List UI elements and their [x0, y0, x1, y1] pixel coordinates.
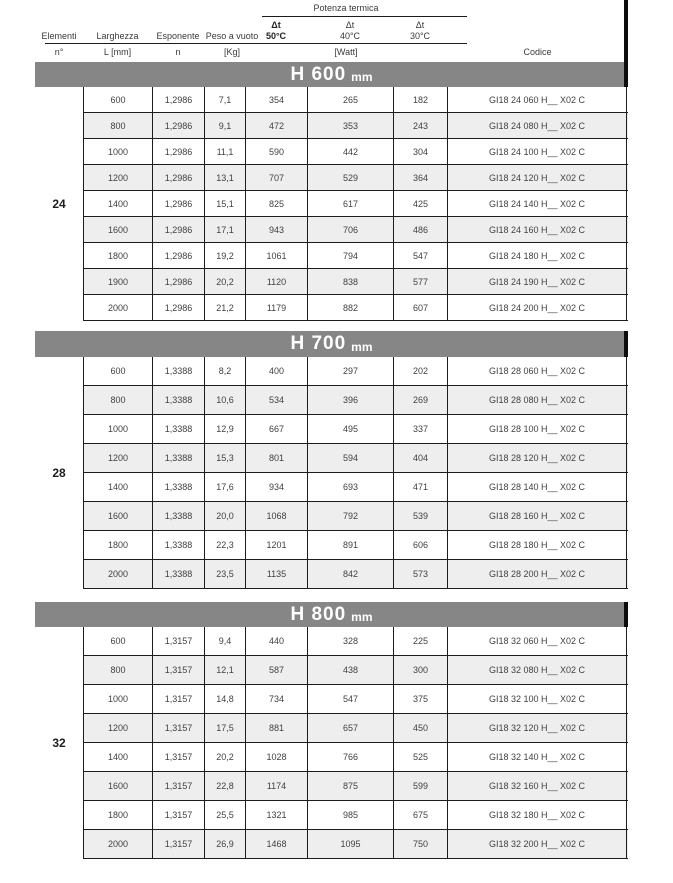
row-cells [83, 502, 628, 531]
cell-larghezza: 1800 [83, 243, 152, 268]
cell-watt-50: 881 [245, 714, 307, 742]
row-cells [83, 656, 628, 685]
elementi-spacer [35, 685, 83, 714]
elementi-spacer [35, 772, 83, 801]
cell-codice: GI18 24 060 H__ X02 C [447, 87, 627, 112]
cell-codice: GI18 28 100 H__ X02 C [447, 415, 627, 443]
cell-codice: GI18 32 200 H__ X02 C [447, 830, 627, 858]
cell-larghezza: 1800 [83, 801, 152, 829]
table-row [35, 386, 628, 415]
cell-larghezza: 2000 [83, 830, 152, 858]
cell-larghezza: 1000 [83, 685, 152, 713]
row-cells [83, 560, 628, 589]
cell-watt-30: 525 [393, 743, 447, 771]
cell-watt-50: 534 [245, 386, 307, 414]
cell-watt-30: 486 [393, 217, 447, 242]
table-row [35, 627, 628, 656]
cell-watt-30: 375 [393, 685, 447, 713]
cell-peso: 26,9 [204, 830, 245, 858]
elementi-spacer [35, 531, 83, 560]
section-rows-h800 [35, 627, 628, 859]
section-title-unit: mm [351, 610, 373, 624]
table-row [35, 560, 628, 589]
cell-esponente: 1,2986 [152, 243, 204, 268]
elementi-count: 32 [52, 736, 66, 750]
cell-watt-40: 396 [307, 386, 393, 414]
cell-codice: GI18 24 190 H__ X02 C [447, 269, 627, 294]
row-cells [83, 243, 628, 269]
cell-peso: 7,1 [204, 87, 245, 112]
cell-watt-30: 547 [393, 243, 447, 268]
cell-watt-50: 1068 [245, 502, 307, 530]
cell-larghezza: 1000 [83, 139, 152, 164]
elementi-spacer [35, 801, 83, 830]
section-title: H 600 [290, 63, 347, 85]
elementi-spacer [35, 415, 83, 444]
cell-peso: 9,1 [204, 113, 245, 138]
cell-codice: GI18 28 140 H__ X02 C [447, 473, 627, 501]
row-cells [83, 87, 628, 113]
cell-peso: 14,8 [204, 685, 245, 713]
cell-watt-50: 801 [245, 444, 307, 472]
cell-esponente: 1,3388 [152, 357, 204, 385]
row-cells [83, 191, 628, 217]
cell-larghezza: 800 [83, 386, 152, 414]
cell-codice: GI18 24 100 H__ X02 C [447, 139, 627, 164]
cell-watt-50: 440 [245, 627, 307, 655]
cell-peso: 9,4 [204, 627, 245, 655]
cell-watt-30: 225 [393, 627, 447, 655]
cell-watt-30: 425 [393, 191, 447, 216]
cell-watt-30: 607 [393, 295, 447, 320]
cell-watt-50: 472 [245, 113, 307, 138]
cell-watt-50: 1174 [245, 772, 307, 800]
cell-watt-40: 792 [307, 502, 393, 530]
cell-watt-50: 1135 [245, 560, 307, 588]
dt40-symbol: Δt [345, 20, 355, 30]
cell-esponente: 1,2986 [152, 113, 204, 138]
row-cells [83, 386, 628, 415]
cell-esponente: 1,3388 [152, 415, 204, 443]
elementi-spacer [35, 830, 83, 859]
cell-watt-40: 766 [307, 743, 393, 771]
cell-codice: GI18 24 140 H__ X02 C [447, 191, 627, 216]
cell-larghezza: 1600 [83, 217, 152, 242]
elementi-spacer [35, 502, 83, 531]
cell-codice: GI18 24 080 H__ X02 C [447, 113, 627, 138]
row-cells [83, 627, 628, 656]
cell-watt-30: 471 [393, 473, 447, 501]
cell-watt-50: 1061 [245, 243, 307, 268]
row-cells [83, 217, 628, 243]
cell-watt-50: 400 [245, 357, 307, 385]
elementi-spacer [35, 113, 83, 139]
table-row [35, 743, 628, 772]
elementi-spacer [35, 139, 83, 165]
header-dt40 [307, 20, 393, 42]
cell-codice: GI18 32 100 H__ X02 C [447, 685, 627, 713]
cell-codice: GI18 32 180 H__ X02 C [447, 801, 627, 829]
dt50-symbol: Δt [271, 20, 281, 30]
cell-peso: 25,5 [204, 801, 245, 829]
table-row [35, 772, 628, 801]
table-row [35, 502, 628, 531]
cell-watt-50: 587 [245, 656, 307, 684]
cell-watt-30: 304 [393, 139, 447, 164]
cell-codice: GI18 24 160 H__ X02 C [447, 217, 627, 242]
cell-codice: GI18 32 160 H__ X02 C [447, 772, 627, 800]
cell-peso: 17,6 [204, 473, 245, 501]
cell-larghezza: 1800 [83, 531, 152, 559]
cell-peso: 13,1 [204, 165, 245, 190]
header-elementi: Elementi [41, 31, 77, 41]
section-band-h600 [35, 62, 628, 87]
cell-esponente: 1,2986 [152, 139, 204, 164]
section-rows-h700 [35, 357, 628, 589]
cell-watt-40: 891 [307, 531, 393, 559]
cell-watt-40: 529 [307, 165, 393, 190]
cell-esponente: 1,3157 [152, 830, 204, 858]
cell-watt-40: 617 [307, 191, 393, 216]
cell-esponente: 1,3157 [152, 714, 204, 742]
row-cells [83, 113, 628, 139]
cell-esponente: 1,3157 [152, 772, 204, 800]
cell-codice: GI18 28 160 H__ X02 C [447, 502, 627, 530]
elementi-spacer [35, 386, 83, 415]
cell-esponente: 1,3157 [152, 743, 204, 771]
header-potenza-termica: Potenza termica [313, 3, 379, 13]
cell-peso: 23,5 [204, 560, 245, 588]
cell-watt-40: 328 [307, 627, 393, 655]
cell-larghezza: 800 [83, 113, 152, 138]
cell-watt-30: 364 [393, 165, 447, 190]
cell-watt-40: 1095 [307, 830, 393, 858]
header-watt-unit: [Watt] [334, 47, 358, 57]
cell-esponente: 1,2986 [152, 217, 204, 242]
cell-esponente: 1,3388 [152, 502, 204, 530]
cell-larghezza: 800 [83, 656, 152, 684]
cell-codice: GI18 32 080 H__ X02 C [447, 656, 627, 684]
section-h600 [0, 62, 673, 321]
cell-watt-40: 838 [307, 269, 393, 294]
dt40-temp: 40°C [339, 31, 361, 41]
cell-esponente: 1,3157 [152, 627, 204, 655]
cell-watt-50: 707 [245, 165, 307, 190]
cell-larghezza: 1900 [83, 269, 152, 294]
cell-watt-50: 1201 [245, 531, 307, 559]
cell-codice: GI18 24 120 H__ X02 C [447, 165, 627, 190]
elementi-spacer [35, 217, 83, 243]
cell-codice: GI18 28 180 H__ X02 C [447, 531, 627, 559]
table-row [35, 656, 628, 685]
header-peso-unit: [Kg] [223, 47, 240, 57]
cell-watt-40: 882 [307, 295, 393, 320]
header-esponente: Esponente [156, 31, 200, 41]
cell-watt-40: 495 [307, 415, 393, 443]
cell-peso: 12,9 [204, 415, 245, 443]
elementi-spacer [35, 295, 83, 321]
cell-larghezza: 2000 [83, 560, 152, 588]
cell-larghezza: 1400 [83, 473, 152, 501]
cell-watt-40: 297 [307, 357, 393, 385]
dt30-temp: 30°C [409, 31, 431, 41]
cell-watt-40: 706 [307, 217, 393, 242]
table-row [35, 473, 628, 502]
table-row [35, 243, 628, 269]
table-row [35, 830, 628, 859]
cell-peso: 20,0 [204, 502, 245, 530]
cell-peso: 19,2 [204, 243, 245, 268]
cell-watt-50: 825 [245, 191, 307, 216]
cell-esponente: 1,3157 [152, 656, 204, 684]
cell-watt-50: 734 [245, 685, 307, 713]
elementi-spacer [35, 243, 83, 269]
cell-esponente: 1,2986 [152, 165, 204, 190]
cell-watt-30: 450 [393, 714, 447, 742]
cell-larghezza: 600 [83, 627, 152, 655]
cell-esponente: 1,2986 [152, 87, 204, 112]
cell-esponente: 1,3388 [152, 473, 204, 501]
table-row [35, 269, 628, 295]
cell-watt-40: 265 [307, 87, 393, 112]
header-peso: Peso a vuoto [205, 31, 259, 41]
section-rows-h600 [35, 87, 628, 321]
cell-peso: 12,1 [204, 656, 245, 684]
cell-peso: 22,8 [204, 772, 245, 800]
row-cells [83, 357, 628, 386]
cell-larghezza: 600 [83, 357, 152, 385]
table-row [35, 685, 628, 714]
section-title: H 700 [290, 333, 347, 354]
cell-watt-40: 657 [307, 714, 393, 742]
cell-larghezza: 1200 [83, 714, 152, 742]
row-cells [83, 714, 628, 743]
table-row [35, 801, 628, 830]
elementi-spacer [35, 656, 83, 685]
row-cells [83, 801, 628, 830]
cell-watt-30: 606 [393, 531, 447, 559]
cell-peso: 20,2 [204, 743, 245, 771]
elementi-count: 28 [52, 466, 66, 480]
cell-larghezza: 1000 [83, 415, 152, 443]
cell-codice: GI18 28 060 H__ X02 C [447, 357, 627, 385]
cell-watt-30: 750 [393, 830, 447, 858]
cell-watt-50: 354 [245, 87, 307, 112]
row-cells [83, 531, 628, 560]
table-row [35, 357, 628, 386]
cell-codice: GI18 28 200 H__ X02 C [447, 560, 627, 588]
cell-watt-30: 539 [393, 502, 447, 530]
cell-codice: GI18 24 180 H__ X02 C [447, 243, 627, 268]
elementi-count: 24 [52, 197, 66, 211]
section-band-h700 [35, 331, 628, 357]
cell-esponente: 1,3157 [152, 685, 204, 713]
cell-watt-30: 573 [393, 560, 447, 588]
section-title: H 800 [290, 603, 347, 625]
cell-larghezza: 1600 [83, 502, 152, 530]
header-elementi-unit: n° [54, 47, 64, 57]
section-title-unit: mm [351, 339, 373, 354]
cell-watt-50: 1028 [245, 743, 307, 771]
header-rule-top [262, 16, 467, 17]
cell-watt-50: 934 [245, 473, 307, 501]
cell-watt-50: 1179 [245, 295, 307, 320]
cell-watt-30: 337 [393, 415, 447, 443]
cell-peso: 15,3 [204, 444, 245, 472]
elementi-spacer [35, 269, 83, 295]
cell-watt-30: 599 [393, 772, 447, 800]
header-codice: Codice [523, 47, 552, 57]
header-larghezza: Larghezza [96, 31, 139, 41]
row-cells [83, 165, 628, 191]
row-cells [83, 743, 628, 772]
row-cells [83, 685, 628, 714]
row-cells [83, 295, 628, 321]
cell-larghezza: 1400 [83, 743, 152, 771]
cell-watt-50: 590 [245, 139, 307, 164]
cell-watt-30: 269 [393, 386, 447, 414]
row-cells [83, 139, 628, 165]
table-row [35, 217, 628, 243]
cell-watt-30: 243 [393, 113, 447, 138]
table-row [35, 714, 628, 743]
cell-larghezza: 1200 [83, 165, 152, 190]
row-cells [83, 415, 628, 444]
cell-watt-30: 300 [393, 656, 447, 684]
table-row [35, 444, 628, 473]
elementi-spacer [35, 560, 83, 589]
cell-larghezza: 1200 [83, 444, 152, 472]
cell-codice: GI18 28 120 H__ X02 C [447, 444, 627, 472]
cell-watt-50: 1120 [245, 269, 307, 294]
cell-watt-30: 182 [393, 87, 447, 112]
cell-watt-30: 577 [393, 269, 447, 294]
table-row [35, 191, 628, 217]
cell-codice: GI18 32 140 H__ X02 C [447, 743, 627, 771]
table-row [35, 165, 628, 191]
right-edge-bar [624, 0, 628, 62]
cell-esponente: 1,2986 [152, 295, 204, 320]
section-band-h800 [35, 602, 628, 627]
row-cells [83, 444, 628, 473]
cell-peso: 10,6 [204, 386, 245, 414]
section-h800 [0, 602, 673, 859]
cell-watt-30: 404 [393, 444, 447, 472]
cell-watt-40: 875 [307, 772, 393, 800]
cell-esponente: 1,2986 [152, 191, 204, 216]
table-row [35, 295, 628, 321]
table-row [35, 87, 628, 113]
header-esponente-unit: n [175, 47, 181, 57]
cell-peso: 8,2 [204, 357, 245, 385]
cell-watt-50: 1321 [245, 801, 307, 829]
cell-peso: 17,1 [204, 217, 245, 242]
cell-watt-50: 1468 [245, 830, 307, 858]
section-h700 [0, 331, 673, 589]
elementi-spacer [35, 165, 83, 191]
table-row [35, 531, 628, 560]
cell-esponente: 1,2986 [152, 269, 204, 294]
cell-watt-50: 943 [245, 217, 307, 242]
cell-peso: 15,1 [204, 191, 245, 216]
row-cells [83, 269, 628, 295]
cell-codice: GI18 28 080 H__ X02 C [447, 386, 627, 414]
cell-watt-40: 547 [307, 685, 393, 713]
cell-peso: 11,1 [204, 139, 245, 164]
cell-larghezza: 1400 [83, 191, 152, 216]
cell-watt-30: 202 [393, 357, 447, 385]
elementi-spacer [35, 357, 83, 386]
cell-watt-40: 438 [307, 656, 393, 684]
cell-watt-40: 594 [307, 444, 393, 472]
row-cells [83, 830, 628, 859]
row-cells [83, 772, 628, 801]
cell-larghezza: 2000 [83, 295, 152, 320]
elementi-spacer [35, 627, 83, 656]
table-row [35, 139, 628, 165]
table-row [35, 113, 628, 139]
header-rule-mid [45, 43, 467, 44]
cell-codice: GI18 32 120 H__ X02 C [447, 714, 627, 742]
cell-esponente: 1,3388 [152, 531, 204, 559]
header-larghezza-unit: L [mm] [103, 47, 132, 57]
cell-peso: 17,5 [204, 714, 245, 742]
cell-watt-30: 675 [393, 801, 447, 829]
cell-larghezza: 1600 [83, 772, 152, 800]
cell-codice: GI18 24 200 H__ X02 C [447, 295, 627, 320]
cell-peso: 20,2 [204, 269, 245, 294]
dt30-symbol: Δt [415, 20, 425, 30]
cell-peso: 22,3 [204, 531, 245, 559]
section-title-unit: mm [351, 70, 373, 84]
cell-esponente: 1,3388 [152, 444, 204, 472]
row-cells [83, 473, 628, 502]
cell-codice: GI18 32 060 H__ X02 C [447, 627, 627, 655]
cell-watt-40: 985 [307, 801, 393, 829]
cell-esponente: 1,3388 [152, 386, 204, 414]
cell-watt-40: 353 [307, 113, 393, 138]
cell-watt-40: 842 [307, 560, 393, 588]
header-dt30 [393, 20, 447, 42]
cell-watt-50: 667 [245, 415, 307, 443]
cell-watt-40: 794 [307, 243, 393, 268]
cell-larghezza: 600 [83, 87, 152, 112]
cell-esponente: 1,3157 [152, 801, 204, 829]
cell-peso: 21,2 [204, 295, 245, 320]
cell-watt-40: 442 [307, 139, 393, 164]
dt50-temp: 50°C [265, 31, 287, 41]
elementi-spacer [35, 87, 83, 113]
table-row [35, 415, 628, 444]
cell-esponente: 1,3388 [152, 560, 204, 588]
cell-watt-40: 693 [307, 473, 393, 501]
